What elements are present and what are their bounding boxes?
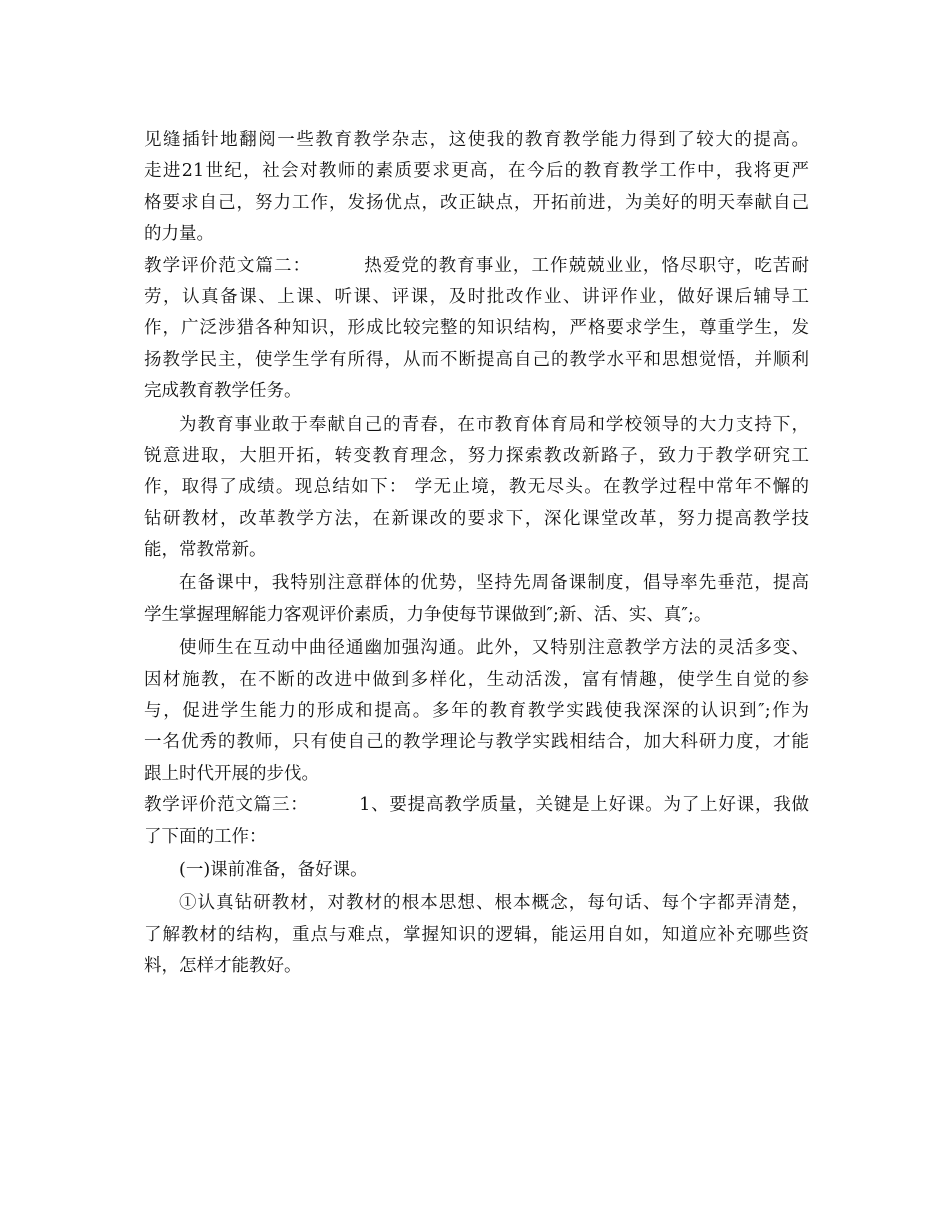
section-heading-line: 教学评价范文篇二： 热爱党的教育事业，工作兢兢业业，恪尽职守，吃苦耐 (144, 255, 809, 276)
text-line: 劳，认真备课、上课、听课、评课，及时批改作业、讲评作业，做好课后辅导工 (144, 286, 809, 307)
text-line: 作，取得了成绩。现总结如下： 学无止境，教无尽头。在教学过程中常年不懈的 (144, 477, 809, 498)
text-line: 为教育事业敢于奉献自己的青春，在市教育体育局和学校领导的大力支持下， (179, 414, 809, 435)
text-line: 学生掌握理解能力客观评价素质，力争使每节课做到″;新、活、实、真″;。 (144, 604, 712, 625)
text-line: 完成教育教学任务。 (144, 381, 302, 402)
section-heading-line: 教学评价范文篇三： 1、要提高教学质量，关键是上好课。为了上好课，我做 (144, 795, 809, 816)
text-line: 了下面的工作： (144, 826, 267, 847)
text-line: (一)课前准备，备好课。 (179, 859, 368, 880)
text-line: 使师生在互动中曲径通幽加强沟通。此外，又特别注意教学方法的灵活多变、 (179, 638, 809, 659)
text-line: 的力量。 (144, 224, 214, 245)
text-line: 锐意进取，大胆开拓，转变教育理念，努力探索教改新路子，致力于教学研究工 (144, 445, 809, 466)
text-line: 跟上时代开展的步伐。 (144, 763, 319, 784)
text-line: 走进21世纪，社会对教师的素质要求更高，在今后的教育教学工作中，我将更严 (144, 161, 809, 182)
text-line: 格要求自己，努力工作，发扬优点，改正缺点，开拓前进，为美好的明天奉献自己 (144, 192, 809, 213)
text-line: 能，常教常新。 (144, 540, 267, 561)
text-line: 作，广泛涉猎各种知识，形成比较完整的知识结构，严格要求学生，尊重学生，发 (144, 318, 809, 339)
text-line: 见缝插针地翻阅一些教育教学杂志，这使我的教育教学能力得到了较大的提高。 (144, 130, 809, 150)
text-line: 扬教学民主，使学生学有所得，从而不断提高自己的教学水平和思想觉悟，并顺利 (144, 349, 809, 370)
text-line: 因材施教，在不断的改进中做到多样化，生动活泼，富有情趣，使学生自觉的参 (144, 669, 809, 690)
text-line: 料，怎样才能教好。 (144, 956, 302, 977)
text-line: 在备课中，我特别注意群体的优势，坚持先周备课制度，倡导率先垂范，提高 (179, 573, 809, 594)
text-line: 一名优秀的教师，只有使自己的教学理论与教学实践相结合，加大科研力度，才能 (144, 732, 809, 753)
document-body (144, 125, 809, 983)
text-line: 与，促进学生能力的形成和提高。多年的教育教学实践使我深深的认识到″;作为 (144, 701, 809, 722)
text-line: 了解教材的结构，重点与难点，掌握知识的逻辑，能运用自如，知道应补充哪些资 (144, 924, 809, 945)
text-line: ①认真钻研教材，对教材的根本思想、根本概念，每句话、每个字都弄清楚， (179, 893, 809, 914)
text-line: 钻研教材，改革教学方法，在新课改的要求下，深化课堂改革，努力提高教学技 (144, 508, 809, 529)
